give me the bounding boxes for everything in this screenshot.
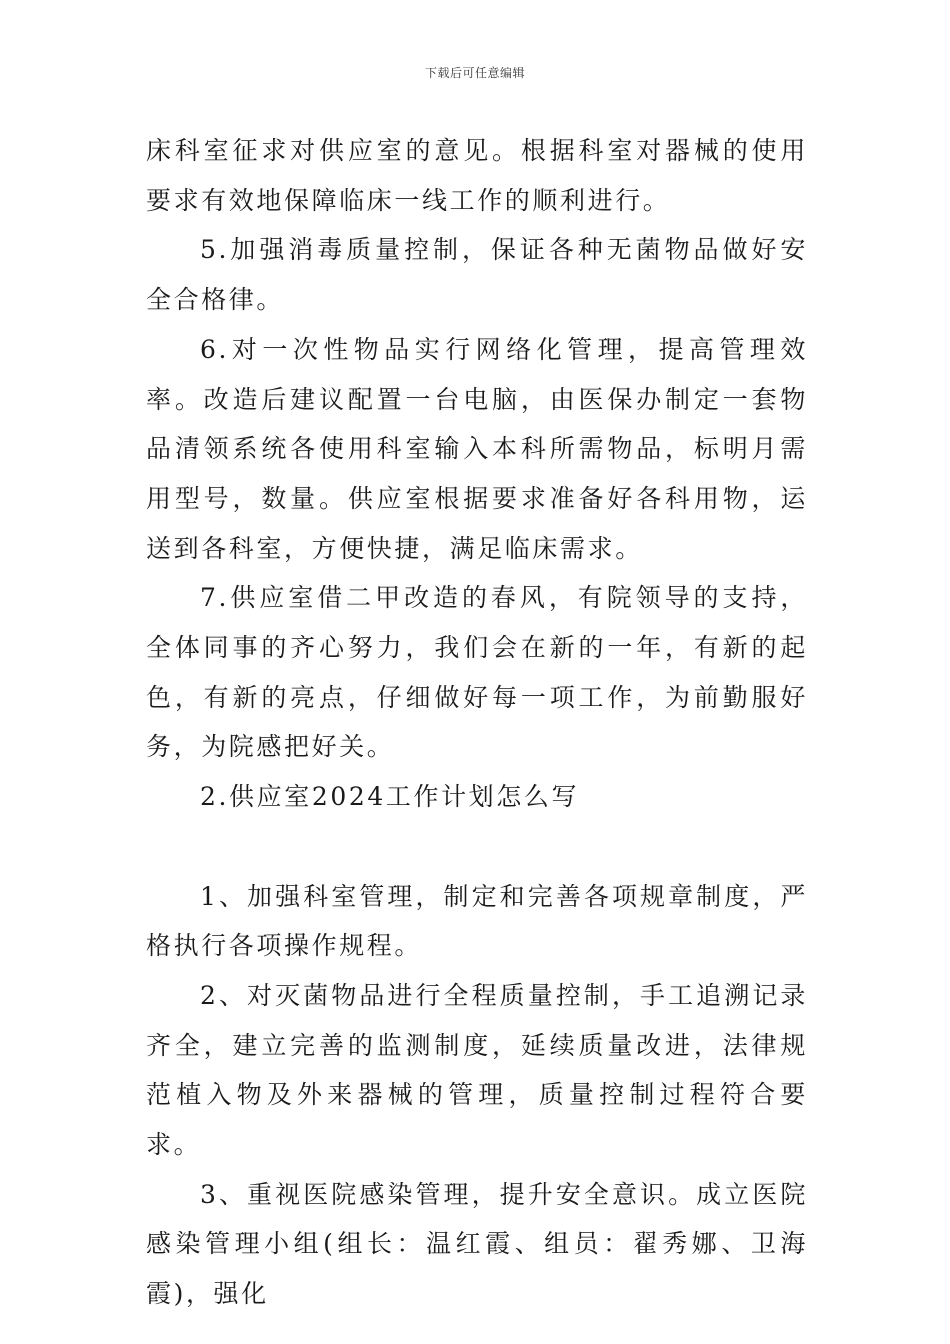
- paragraph-item-7: 7.供应室借二甲改造的春风，有院领导的支持，全体同事的齐心努力，我们会在新的一年，有新的起色，有新的亮点，仔细做好每一项工作，为前勤服好务，为院感把好关。: [146, 583, 808, 762]
- paragraph-continuation: 床科室征求对供应室的意见。根据科室对器械的使用要求有效地保障临床一线工作的顺利进行。: [146, 136, 808, 215]
- blank-line: [146, 822, 808, 872]
- paragraph-item-5: 5.加强消毒质量控制，保证各种无菌物品做好安全合格律。: [146, 235, 808, 315]
- paragraph-item-6: 6.对一次性物品实行网络化管理，提高管理效率。改造后建议配置一台电脑，由医保办制定一套物品清领系统各使用科室输入本科所需物品，标明月需用型号，数量。供应室根据要求准备好各科用物，运送到各科室，方便快捷，满足临床需求。: [146, 334, 808, 563]
- page-header: 下载后可任意编辑: [424, 66, 525, 80]
- document-body: [146, 126, 808, 1319]
- section-heading: 2.供应室2024工作计划怎么写: [200, 782, 580, 812]
- paragraph-plan-2: 2、对灭菌物品进行全程质量控制，手工追溯记录齐全，建立完善的监测制度，延续质量改进，法律规范植入物及外来器械的管理，质量控制过程符合要求。: [146, 980, 808, 1160]
- paragraph-plan-3: 3、重视医院感染管理，提升安全意识。成立医院感染管理小组(组长：温红霞、组员：翟秀娜、卫海霞)，强化: [146, 1179, 808, 1309]
- paragraph-plan-1: 1、加强科室管理，制定和完善各项规章制度，严格执行各项操作规程。: [146, 881, 808, 961]
